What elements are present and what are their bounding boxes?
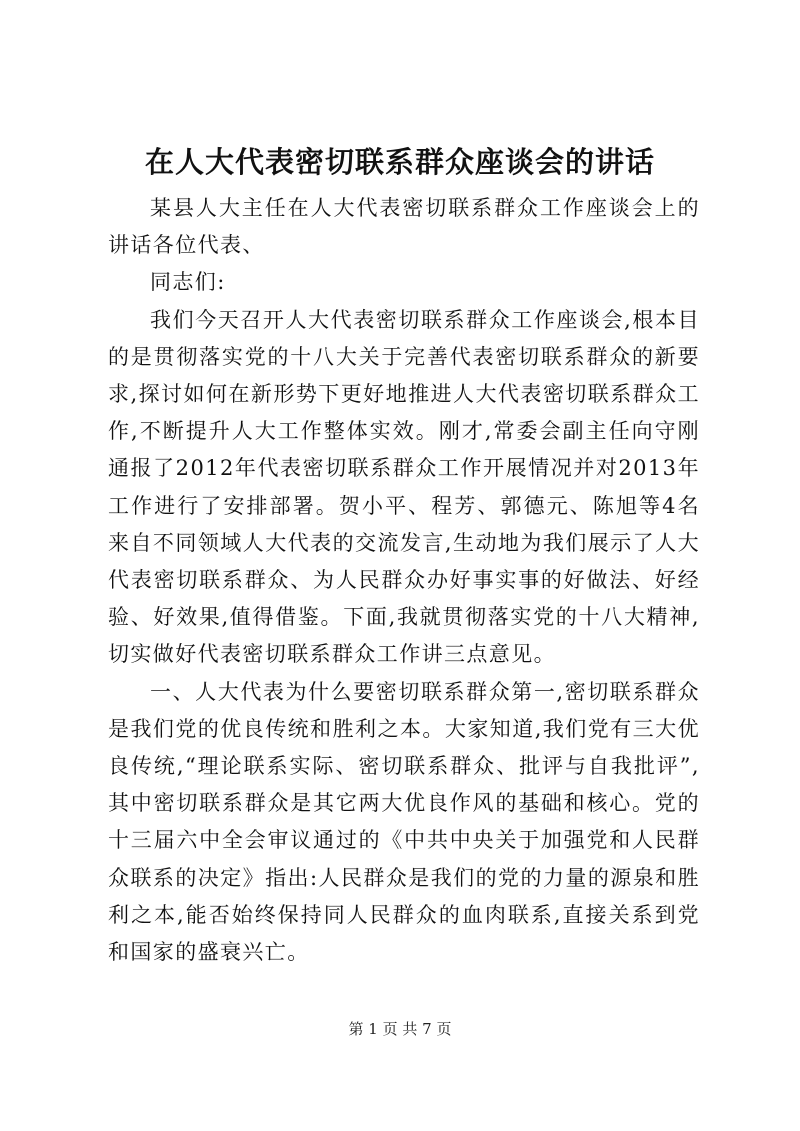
paragraph-main: 我们今天召开人大代表密切联系群众工作座谈会,根本目的是贯彻落实党的十八大关于完善代表密切联系群众的新要求,探讨如何在新形势下更好地推进人大代表密切联系群众工作,不断提升人大工作整体实效。刚才,常委会副主任向守刚通报了2012年代表密切联系群众工作开展情况并对2013年工作进行了安排部署。贺小平、程芳、郭德元、陈旭等4名来自不同领域人大代表的交流发言,生动地为我们展示了人大代表密切联系群众、为人民群众办好事实事的好做法、好经验、好效果,值得借鉴。下面,我就贯彻落实党的十八大精神,切实做好代表密切联系群众工作讲三点意见。 — [108, 307, 700, 667]
paragraph-section-one: 一、人大代表为什么要密切联系群众第一,密切联系群众是我们党的优良传统和胜利之本。大家知道,我们党有三大优良传统,“理论联系实际、密切联系群众、批评与自我批评”,其中密切联系群众是其它两大优良作风的基础和核心。党的十三届六中全会审议通过的《中共中央关于加强党和人民群众联系的决定》指出:人民群众是我们的党的力量的源泉和胜利之本,能否始终保持同人民群众的血肉联系,直接关系到党和国家的盛衰兴亡。 — [108, 679, 700, 965]
document-body — [108, 190, 700, 971]
document-title: 在人大代表密切联系群众座谈会的讲话 — [144, 145, 655, 179]
paragraph-intro: 某县人大主任在人大代表密切联系群众工作座谈会上的讲话各位代表、 — [108, 196, 700, 258]
page-number-footer: 第 1 页 共 7 页 — [348, 1020, 452, 1038]
paragraph-salutation: 同志们: — [150, 270, 226, 295]
